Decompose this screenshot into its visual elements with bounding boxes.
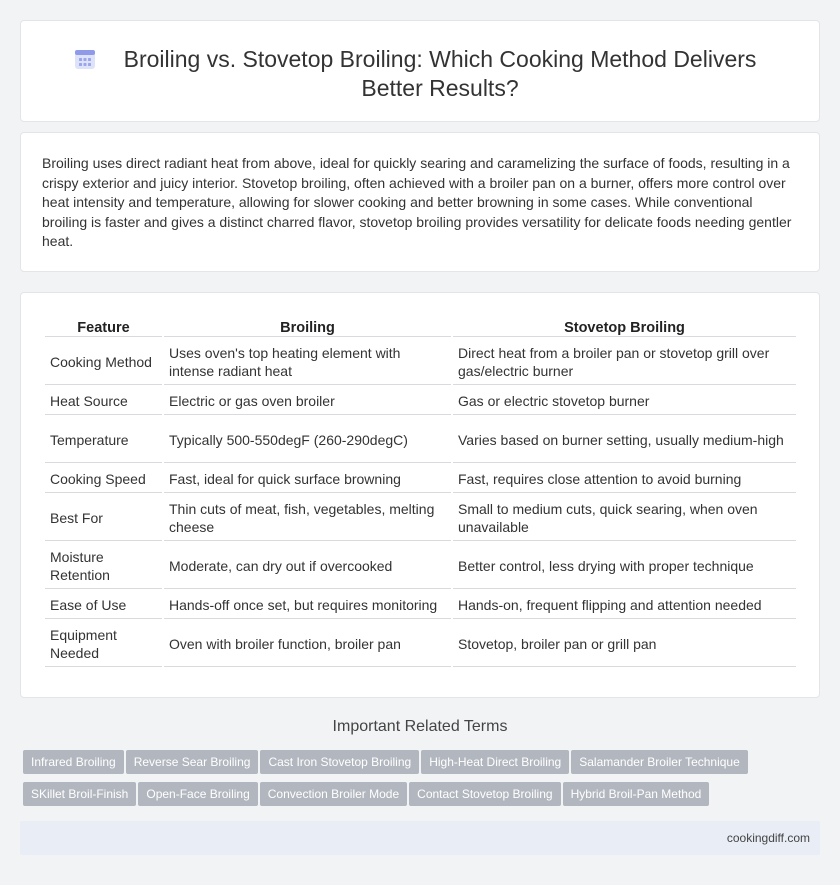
intro-card [20, 132, 820, 272]
comparison-card [20, 292, 820, 698]
intro-paragraph: Broiling uses direct radiant heat from above, ideal for quickly searing and caramelizing the surface of foods, resulting in a crispy exterior and juicy interior. Stovetop broiling, often achieved with a broiler pan on a burner, offers more control over heat intensity and temperature, allowing for slower cooking and better browning in some cases. While conventional broiling is faster and gives a distinct charred flavor, stovetop broiling provides versatility for delicate foods needing gentler heat. [42, 155, 792, 249]
cell-broiling: Thin cuts of meat, fish, vegetables, melting cheese [164, 495, 451, 541]
table-row [45, 339, 796, 385]
table-row [45, 417, 796, 463]
tag-skillet-broil-finish[interactable]: SKillet Broil-Finish [23, 782, 136, 806]
cell-broiling: Electric or gas oven broiler [164, 387, 451, 415]
table-header-row [45, 317, 796, 337]
tag-convection-broiler-mode[interactable]: Convection Broiler Mode [260, 782, 407, 806]
cell-feature: Temperature [45, 417, 162, 463]
related-terms-title: Important Related Terms [332, 718, 508, 735]
cell-stovetop: Direct heat from a broiler pan or stovetop grill over gas/electric burner [453, 339, 796, 385]
cell-stovetop: Varies based on burner setting, usually medium-high [453, 417, 796, 463]
table-row [45, 591, 796, 619]
cell-feature: Ease of Use [45, 591, 162, 619]
tag-reverse-sear-broiling[interactable]: Reverse Sear Broiling [126, 750, 259, 774]
tag-open-face-broiling[interactable]: Open-Face Broiling [138, 782, 257, 806]
footer-bar [20, 821, 820, 855]
table-row [45, 543, 796, 589]
tag-hybrid-broil-pan-method[interactable]: Hybrid Broil-Pan Method [563, 782, 710, 806]
table-row [45, 465, 796, 493]
page-title: Broiling vs. Stovetop Broiling: Which Cooking Method Delivers Better Results? [123, 46, 757, 101]
cell-feature: Equipment Needed [45, 621, 162, 667]
header-broiling: Broiling [164, 317, 451, 337]
header-card [20, 20, 820, 122]
tag-contact-stovetop-broiling[interactable]: Contact Stovetop Broiling [409, 782, 560, 806]
cell-broiling: Hands-off once set, but requires monitoring [164, 591, 451, 619]
cell-stovetop: Gas or electric stovetop burner [453, 387, 796, 415]
table-row [45, 495, 796, 541]
footer-site-link[interactable]: cookingdiff.com [726, 831, 810, 845]
cell-stovetop: Stovetop, broiler pan or grill pan [453, 621, 796, 667]
tag-infrared-broiling[interactable]: Infrared Broiling [23, 750, 124, 774]
cell-stovetop: Hands-on, frequent flipping and attention needed [453, 591, 796, 619]
table-row [45, 387, 796, 415]
cell-broiling: Oven with broiler function, broiler pan [164, 621, 451, 667]
cell-broiling: Typically 500-550degF (260-290degC) [164, 417, 451, 463]
cell-feature: Cooking Speed [45, 465, 162, 493]
tag-cast-iron-stovetop-broiling[interactable]: Cast Iron Stovetop Broiling [260, 750, 419, 774]
cell-feature: Moisture Retention [45, 543, 162, 589]
tag-salamander-broiler-technique[interactable]: Salamander Broiler Technique [571, 750, 748, 774]
table-row [45, 621, 796, 667]
cell-feature: Heat Source [45, 387, 162, 415]
header-stovetop-broiling: Stovetop Broiling [453, 317, 796, 337]
comparison-table [43, 315, 798, 669]
cell-feature: Best For [45, 495, 162, 541]
cell-broiling: Moderate, can dry out if overcooked [164, 543, 451, 589]
cell-stovetop: Small to medium cuts, quick searing, when oven unavailable [453, 495, 796, 541]
cell-stovetop: Better control, less drying with proper technique [453, 543, 796, 589]
cell-stovetop: Fast, requires close attention to avoid burning [453, 465, 796, 493]
calendar-grid-icon [73, 47, 97, 71]
related-terms-tags [23, 750, 803, 814]
title-wrap [21, 45, 819, 103]
header-feature: Feature [45, 317, 162, 337]
cell-broiling: Fast, ideal for quick surface browning [164, 465, 451, 493]
tag-high-heat-direct-broiling[interactable]: High-Heat Direct Broiling [421, 750, 569, 774]
cell-feature: Cooking Method [45, 339, 162, 385]
cell-broiling: Uses oven's top heating element with intense radiant heat [164, 339, 451, 385]
